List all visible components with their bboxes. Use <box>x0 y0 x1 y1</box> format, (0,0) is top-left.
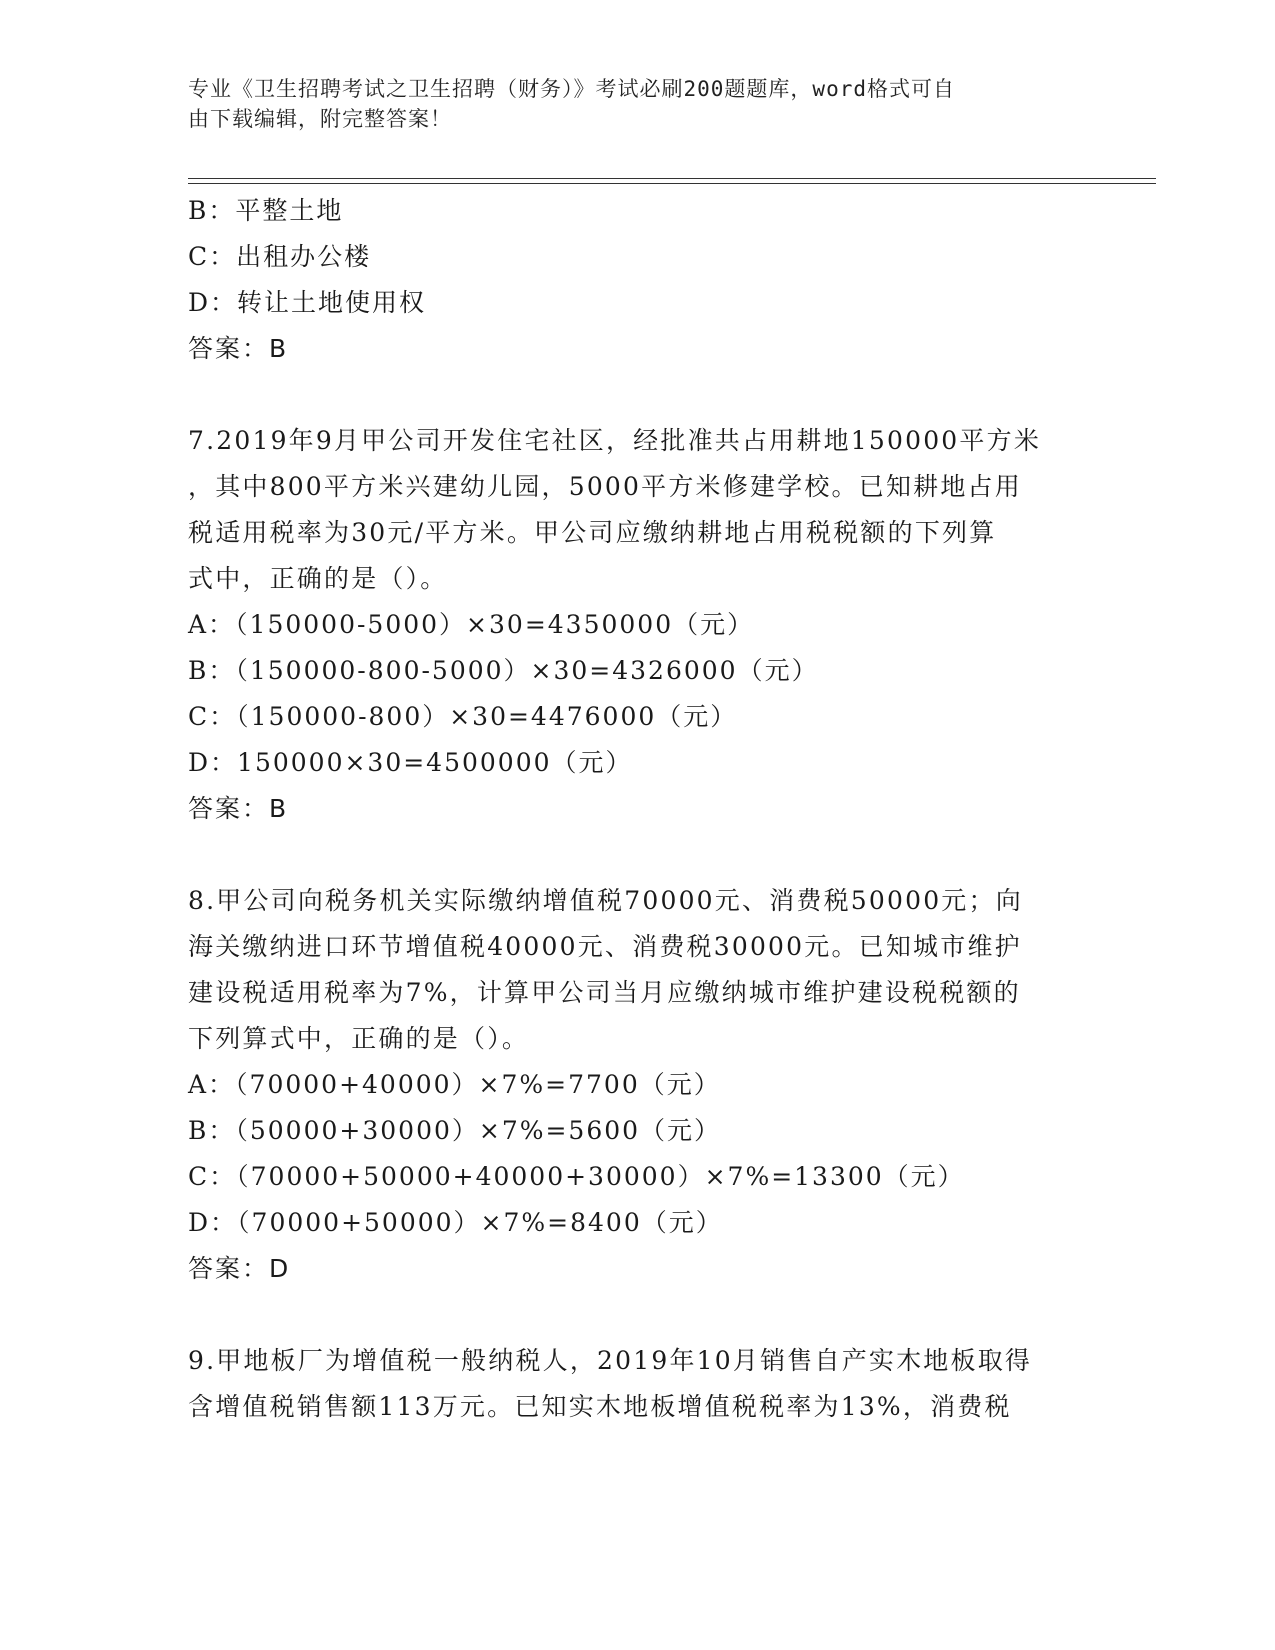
question-8-stem-line-2: 海关缴纳进口环节增值税40000元、消费税30000元。已知城市维护 <box>188 932 1022 961</box>
question-8-stem-line-3: 建设税适用税率为7%，计算甲公司当月应缴纳城市维护建设税税额的 <box>188 978 1021 1007</box>
question-9-stem <box>188 1338 1088 1430</box>
question-6-options <box>188 188 1088 326</box>
spacer <box>188 1292 1088 1338</box>
question-7-stem <box>188 418 1088 602</box>
question-7-option-b: B：（150000-800-5000）×30=4326000（元） <box>188 656 819 685</box>
question-7-option-d: D：150000×30=4500000（元） <box>188 748 633 777</box>
header-line-2: 由下载编辑，附完整答案！ <box>188 107 452 131</box>
question-6-answer: 答案：B <box>188 334 289 363</box>
question-7-options <box>188 602 1088 786</box>
question-8-option-c: C：（70000+50000+40000+30000）×7%=13300（元） <box>188 1162 965 1191</box>
question-6-option-b: B：平整土地 <box>188 196 344 225</box>
header-divider-top <box>188 178 1156 179</box>
question-8-answer: 答案：D <box>188 1254 291 1283</box>
question-8-option-b: B：（50000+30000）×7%=5600（元） <box>188 1116 722 1145</box>
question-6-option-c: C：出租办公楼 <box>188 242 372 271</box>
question-8-options <box>188 1062 1088 1246</box>
spacer <box>188 372 1088 418</box>
question-7-stem-line-3: 税适用税率为30元/平方米。甲公司应缴纳耕地占用税税额的下列算 <box>188 518 997 547</box>
question-9-stem-line-1: 9.甲地板厂为增值税一般纳税人，2019年10月销售自产实木地板取得 <box>188 1346 1033 1375</box>
question-7-stem-line-1: 7.2019年9月甲公司开发住宅社区，经批准共占用耕地150000平方米 <box>188 426 1042 455</box>
header-line-1: 专业《卫生招聘考试之卫生招聘（财务）》考试必刷200题题库，word格式可自 <box>188 77 955 101</box>
question-7-option-c: C：（150000-800）×30=4476000（元） <box>188 702 738 731</box>
question-7-stem-line-4: 式中，正确的是（）。 <box>188 564 448 593</box>
question-7-stem-line-2: ，其中800平方米兴建幼儿园，5000平方米修建学校。已知耕地占用 <box>188 472 1022 501</box>
question-9-stem-line-2: 含增值税销售额113万元。已知实木地板增值税税率为13%，消费税 <box>188 1392 1012 1421</box>
spacer <box>188 832 1088 878</box>
question-7-option-a: A：（150000-5000）×30=4350000（元） <box>188 610 755 639</box>
question-8-stem <box>188 878 1088 1062</box>
question-8-stem-line-1: 8.甲公司向税务机关实际缴纳增值税70000元、消费税50000元；向 <box>188 886 1023 915</box>
question-6-option-d: D：转让土地使用权 <box>188 288 427 317</box>
question-8-stem-line-4: 下列算式中，正确的是（）。 <box>188 1024 530 1053</box>
question-7-answer: 答案：B <box>188 794 289 823</box>
question-8-option-a: A：（70000+40000）×7%=7700（元） <box>188 1070 721 1099</box>
header-divider-bottom <box>188 183 1156 184</box>
document-header <box>188 74 1068 134</box>
question-8-option-d: D：（70000+50000）×7%=8400（元） <box>188 1208 723 1237</box>
document-body <box>188 188 1088 1430</box>
